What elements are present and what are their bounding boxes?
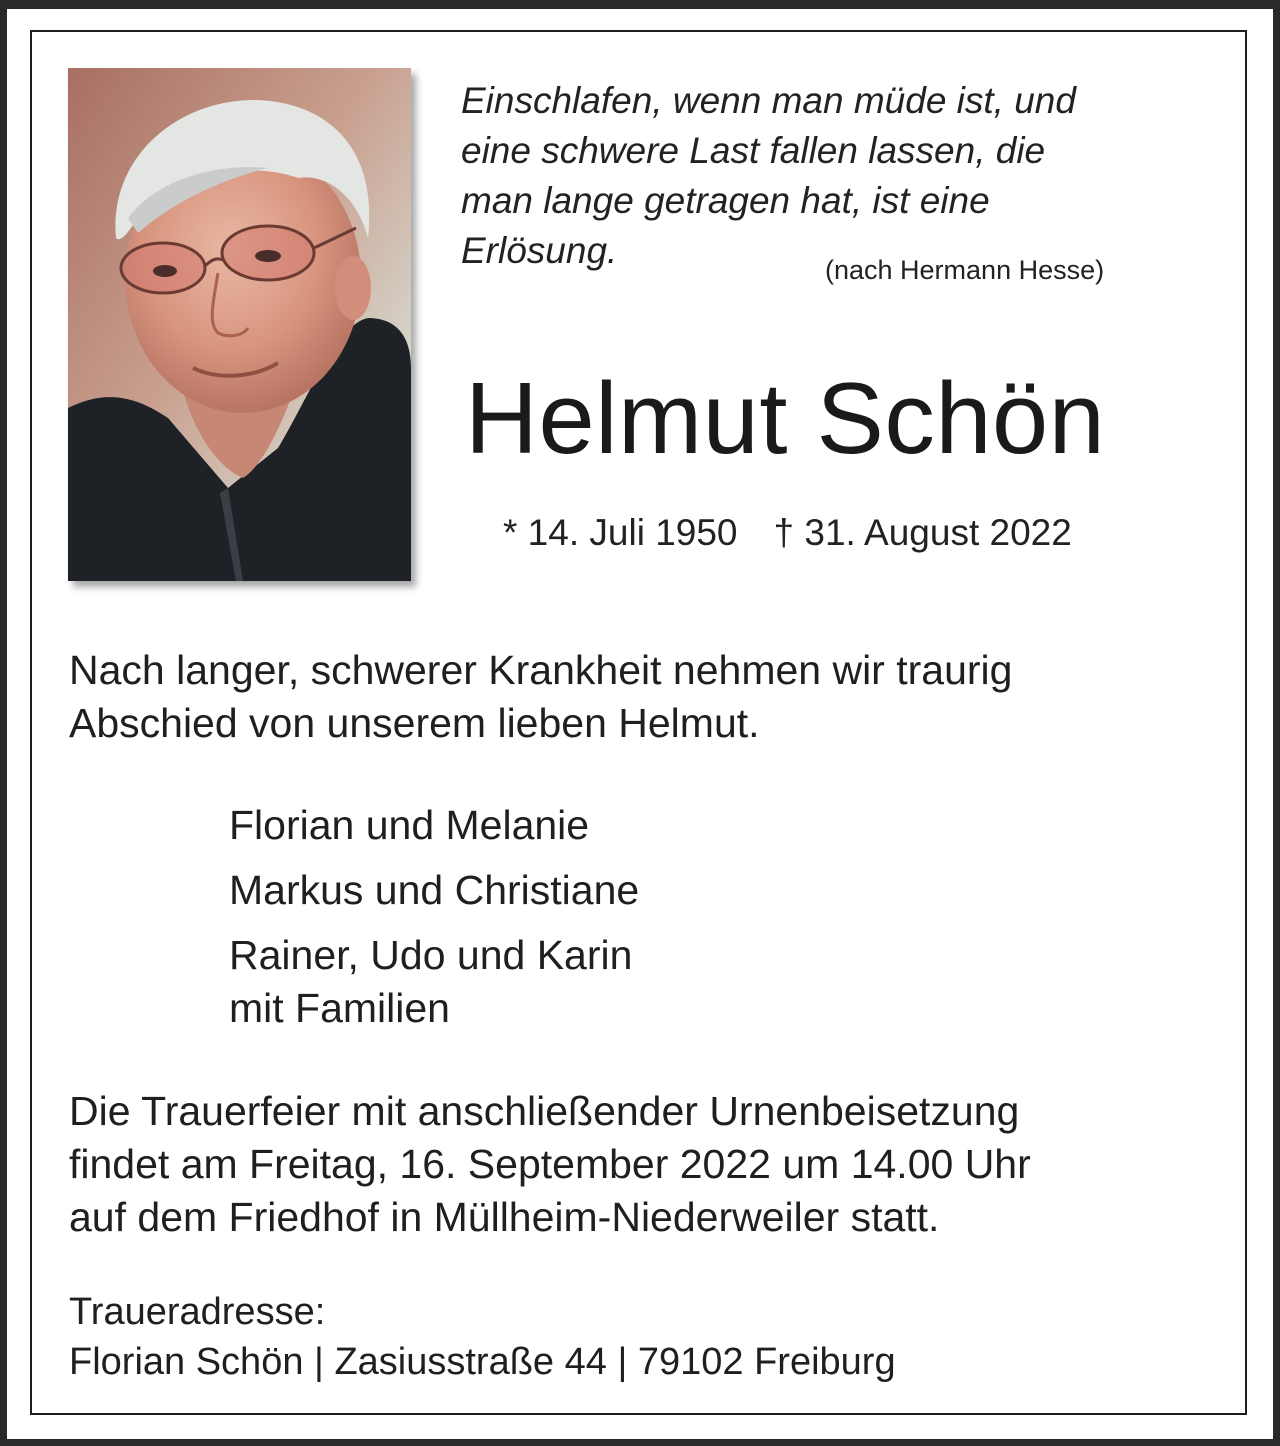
birth-date: * 14. Juli 1950 [503,512,738,553]
quote-line: Einschlafen, wenn man müde ist, und [461,80,1076,121]
obituary-page [7,9,1273,1439]
funeral-service-text [69,1085,1031,1244]
family-line: Rainer, Udo und Karin [229,932,633,978]
address-label: Traueradresse: [69,1291,326,1333]
intro-line: Nach langer, schwerer Krankheit nehmen wir traurig [69,647,1013,693]
family-line: Florian und Melanie [229,802,590,848]
portrait-photo [68,68,411,581]
mourning-address [69,1287,896,1387]
life-dates [503,512,1072,554]
intro-line: Abschied von unserem lieben Helmut. [69,700,760,746]
service-line: auf dem Friedhof in Müllheim-Niederweiler statt. [69,1194,940,1240]
service-line: findet am Freitag, 16. September 2022 um 14.00 Uhr [69,1141,1031,1187]
deceased-name: Helmut Schön [465,363,1106,475]
family-line: Markus und Christiane [229,867,640,913]
quote-line: Erlösung. [461,230,618,271]
quote-line: man lange getragen hat, ist eine [461,180,990,221]
intro-text [69,644,1012,750]
family-signatures [229,793,639,1035]
quote-source: (nach Hermann Hesse) [825,255,1105,285]
portrait-illustration [68,68,411,581]
quote-line: eine schwere Last fallen lassen, die [461,130,1046,171]
service-line: Die Trauerfeier mit anschließender Urnenbeisetzung [69,1088,1020,1134]
family-line: mit Familien [229,985,450,1031]
address-line: Florian Schön | Zasiusstraße 44 | 79102 Freiburg [69,1341,896,1383]
death-date: † 31. August 2022 [773,512,1072,553]
hesse-quote [461,76,1221,276]
